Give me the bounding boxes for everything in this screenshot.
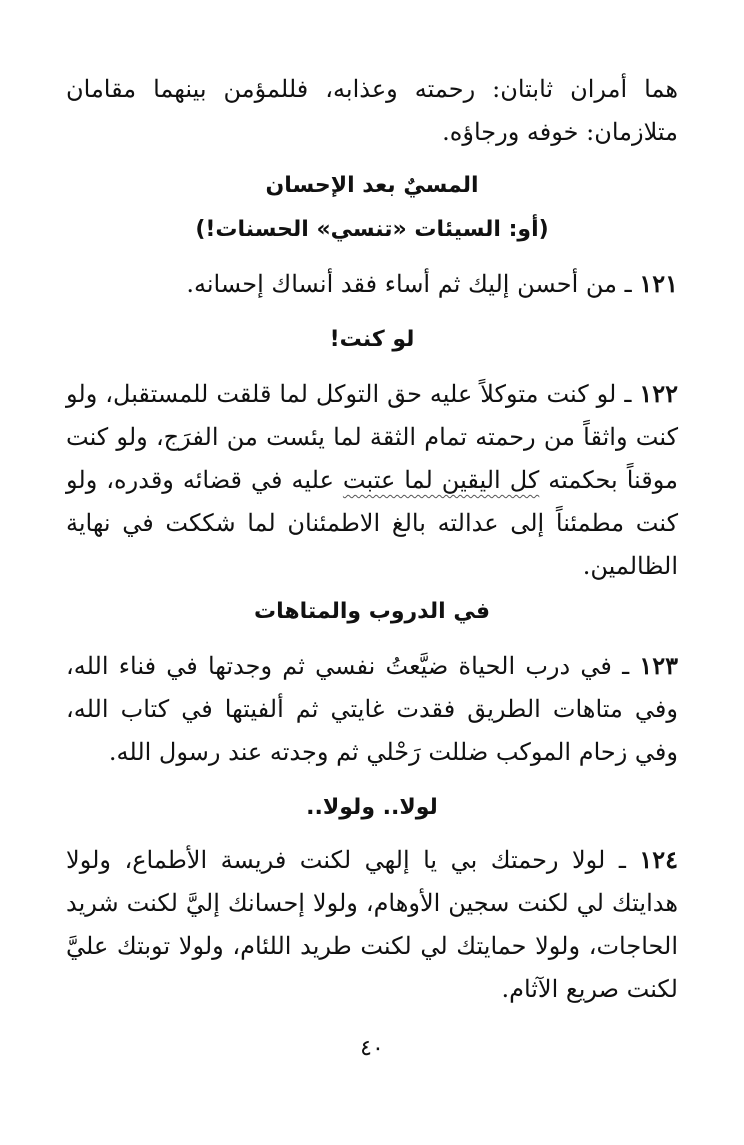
number-dash: ـ (616, 380, 640, 408)
paragraph-number: ١٢٣ (639, 651, 678, 680)
paragraph-number: ١٢٤ (639, 845, 678, 874)
paragraph-number: ١٢١ (639, 269, 678, 298)
paragraph-122 (66, 372, 678, 588)
number-dash: ـ (611, 652, 640, 680)
intro-line-1: هما أمران ثابتان: رحمته وعذابه، فللمؤمن بينهما مقامان (66, 75, 678, 103)
section-1-subtitle: (أو: السيئات «تنسي» الحسنات!) (195, 217, 549, 242)
paragraph-123 (66, 644, 678, 774)
paragraph-text-part-1: لو كنت متوكلاً عليه حق التوكل لما قلقت للمستقبل، ولو كنت واثقاً من رحمته تمام الثقة لما يئست من الفرَج، ولو كنت موقناً بحكمته (66, 380, 679, 494)
paragraph-124 (66, 838, 678, 1011)
paragraph-number: ١٢٢ (639, 379, 678, 408)
page-number: ٤٠ (360, 1036, 384, 1061)
paragraph-text: في درب الحياة ضيَّعتُ نفسي ثم وجدتها في فناء الله، وفي متاهات الطريق فقدت غايتي ثم ألفيتها في كتاب الله، وفي زحام الموكب ضللت رَحْلي ثم وجدته عند رسول الله. (66, 652, 678, 766)
section-4-title: لولا.. ولولا.. (306, 795, 438, 820)
number-dash: ـ (605, 846, 640, 874)
number-dash: ـ (617, 270, 640, 298)
paragraph-text: لولا رحمتك بي يا إلهي لكنت فريسة الأطماع، ولولا هدايتك لي لكنت سجين الأوهام، ولولا إحسانك إليَّ لكنت شريد الحاجات، ولولا حمايتك لي لكنت طريد اللئام، ولولا توبتك عليَّ لكنت صريع الآثام. (66, 846, 678, 1003)
section-3-title: في الدروب والمتاهات (253, 599, 491, 624)
section-2-title: لو كنت! (329, 327, 415, 352)
paragraph-text: من أحسن إليك ثم أساء فقد أنساك إحسانه. (186, 270, 618, 298)
section-1-title: المسيٌ بعد الإحسان (265, 173, 479, 198)
underlined-phrase: كل اليقين لما عتبت (342, 466, 540, 494)
intro-line-2: متلازمان: خوفه ورجاؤه. (442, 118, 678, 146)
paragraph-121 (66, 262, 678, 306)
paragraph-text-part-2: عليه في قضائه وقدره، ولو كنت مطمئناً إلى عدالته بالغ الاطمئنان لما شككت في نهاية الظالمين. (66, 466, 678, 580)
intro-paragraph (66, 68, 678, 154)
